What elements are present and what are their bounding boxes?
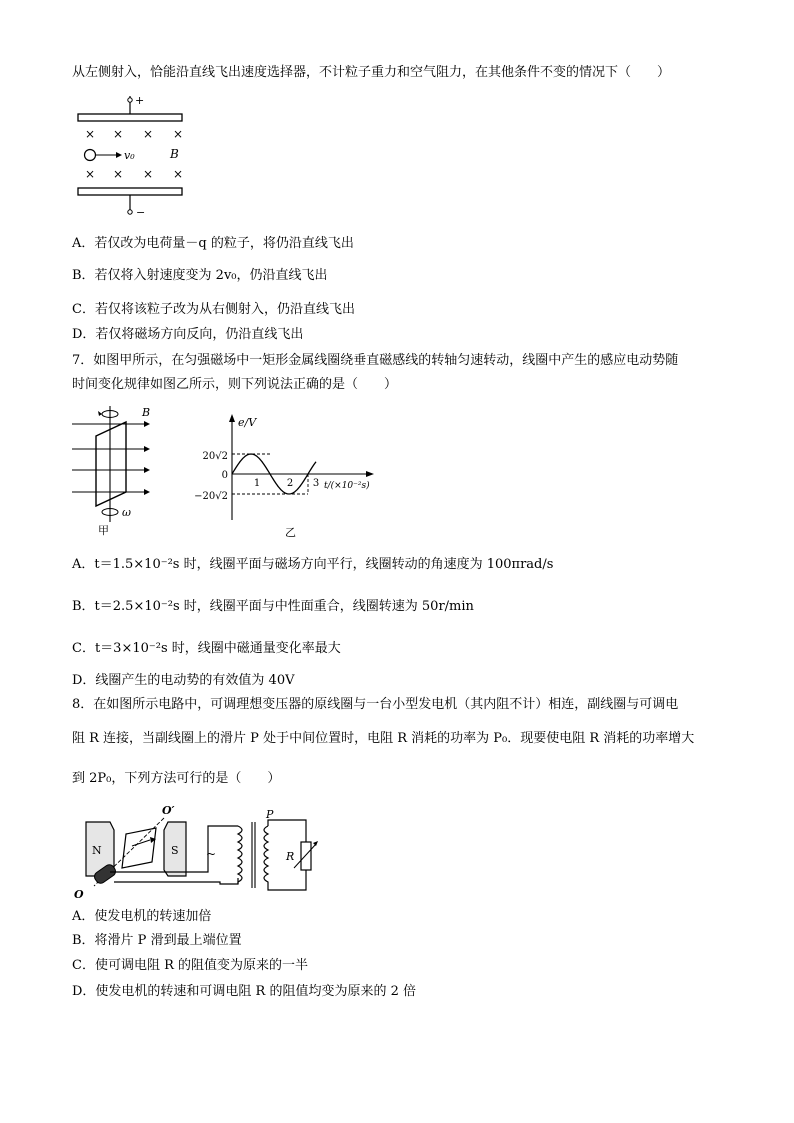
o-prime-label: O′ [162,804,175,817]
q7-option-d: D．线圈产生的电动势的有效值为 40V [72,673,295,688]
y-axis-label: e/V [238,416,257,429]
b-field-label: B [170,147,179,161]
svg-text:×: × [112,167,124,181]
q7-option-a: A．t＝1.5×10⁻²s 时，线圈平面与磁场方向平行，线圈转动的角速度为 100πrad/s [72,557,554,572]
svg-text:×: × [142,127,154,141]
n-label: N [92,844,102,857]
particle [85,150,96,161]
y-tick-top: 20√2 [202,451,228,462]
bottom-plate [78,188,182,195]
q8-option-c: C．使可调电阻 R 的阻值变为原来的一半 [72,958,308,973]
p-label: P [266,808,274,821]
q6-option-b: B．若仅将入射速度变为 2v₀，仍沿直线飞出 [72,268,328,283]
armature-coil [122,828,156,868]
q8-option-a: A．使发电机的转速加倍 [72,909,212,924]
r-label: R [286,850,295,863]
q8-stem-line3: 到 2P₀，下列方法可行的是（ ） [72,771,281,786]
top-plate [78,114,182,121]
y-tick-bottom: −20√2 [194,491,228,502]
q6-option-a: A．若仅改为电荷量－q 的粒子，将仍沿直线飞出 [72,236,354,251]
generator-transformer-figure [70,800,330,902]
svg-text:×: × [172,167,184,181]
plus-label: + [135,94,145,107]
q7-option-c: C．t＝3×10⁻²s 时，线圈中磁通量变化率最大 [72,641,341,656]
emf-time-graph [190,412,380,540]
o-label: O [74,888,84,901]
omega-label: ω [122,506,131,519]
q8-option-b: B．将滑片 P 滑到最上端位置 [72,933,242,948]
rotating-coil-figure [72,404,162,536]
svg-text:×: × [142,167,154,181]
velocity-selector-figure [72,92,192,222]
variable-resistor [301,842,311,870]
svg-text:×: × [84,127,96,141]
coil-b-label: B [142,406,151,419]
svg-text:×: × [84,167,96,181]
q7-stem-line1: 7．如图甲所示，在匀强磁场中一矩形金属线圈绕垂直磁感线的转轴匀速转动，线圈中产生的感应电动势随 [72,353,679,368]
x-tick-3: 3 [312,478,320,489]
q8-option-d: D．使发电机的转速和可调电阻 R 的阻值均变为原来的 2 倍 [72,984,417,999]
svg-text:×: × [112,127,124,141]
y-tick-zero: 0 [221,470,228,481]
x-axis-label: t/(×10⁻²s) [324,481,370,491]
minus-label: − [136,206,146,219]
secondary-coil [264,826,268,884]
ac-symbol: ~ [206,847,217,861]
s-label: S [171,844,179,857]
q7-option-b: B．t＝2.5×10⁻²s 时，线圈平面与中性面重合，线圈转速为 50r/min [72,599,474,614]
q6-stem: 从左侧射入，恰能沿直线飞出速度选择器，不计粒子重力和空气阻力，在其他条件不变的情况下（ ） [72,65,671,80]
svg-text:×: × [172,127,184,141]
caption-jia: 甲 [98,524,109,536]
q6-option-c: C．若仅将该粒子改为从右侧射入，仍沿直线飞出 [72,302,355,317]
q8-stem-line2: 阻 R 连接，当副线圈上的滑片 P 处于中间位置时，电阻 R 消耗的功率为 P₀．现要使电阻 R 消耗的功率增大 [72,731,695,746]
v0-label: v₀ [124,149,135,162]
q8-stem-line1: 8．在如图所示电路中，可调理想变压器的原线圈与一台小型发电机（其内阻不计）相连，副线圈与可调电 [72,697,679,712]
x-tick-2: 2 [286,478,294,489]
caption-yi: 乙 [285,526,296,539]
x-tick-1: 1 [253,478,261,489]
q7-stem-line2: 时间变化规律如图乙所示，则下列说法正确的是（ ） [72,377,398,392]
q6-option-d: D．若仅将磁场方向反向，仍沿直线飞出 [72,327,304,342]
primary-coil [238,826,242,884]
coil [96,422,126,506]
